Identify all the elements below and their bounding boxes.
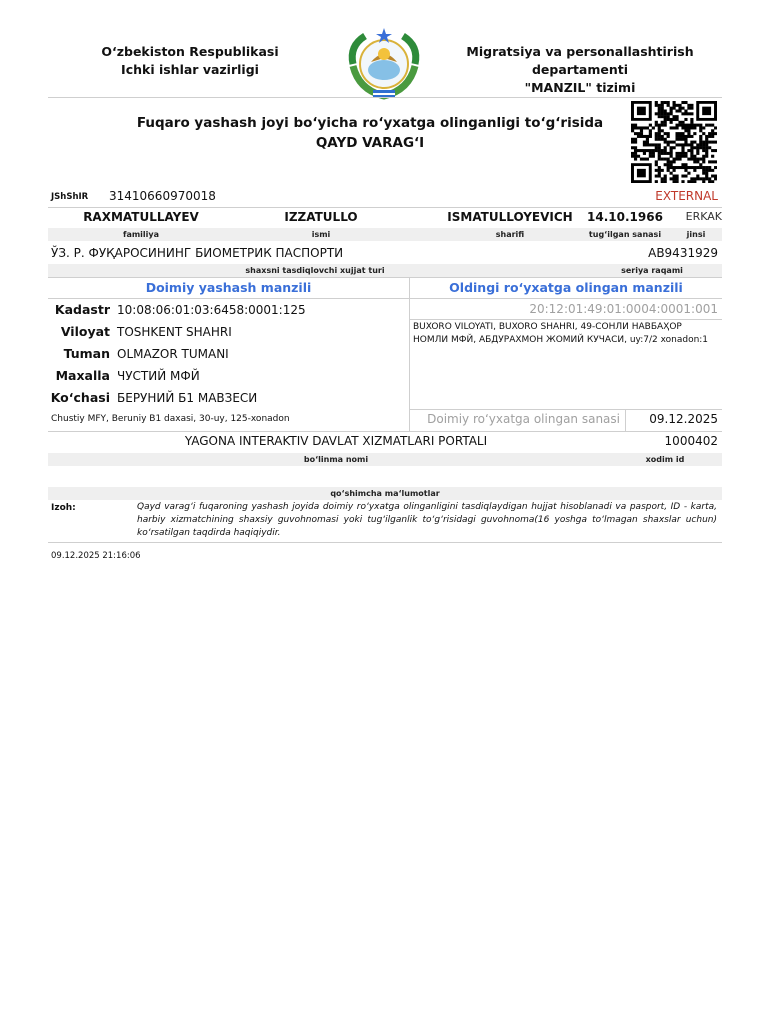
address-heading-divider (48, 298, 722, 299)
registration-date-label: Doimiy ro‘yxatga olingan sanasi (427, 412, 620, 426)
permanent-row-value: 10:08:06:01:03:6458:0001:125 (117, 303, 306, 317)
permanent-row-label: Ko‘chasi (50, 390, 110, 405)
extra-info-heading: qo‘shimcha ma‘lumotlar (330, 489, 440, 498)
full-address-value: Chustiy MFY, Beruniy B1 daxasi, 30-uy, 125-xonadon (51, 414, 290, 424)
date-cell-divider (625, 409, 626, 432)
document-type-value: ЎЗ. Р. ФУҚАРОСИНИНГ БИОМЕТРИК ПАСПОРТИ (51, 246, 344, 260)
permanent-row-value: OLMAZOR TUMANI (117, 347, 229, 361)
note-label: Izoh: (51, 503, 76, 513)
surname-value: RAXMATULLAYEV (83, 210, 199, 224)
header-divider (48, 97, 722, 98)
patronymic-value: ISMATULLOYEVICH (447, 210, 573, 224)
pinfl-label: JShShIR (51, 192, 89, 202)
permanent-row-value: БЕРУНИЙ Б1 МАВЗЕСИ (117, 391, 258, 405)
address-bottom-divider (48, 431, 722, 432)
source-badge: EXTERNAL (655, 189, 718, 203)
qr-code-icon (631, 101, 717, 183)
permanent-row-value: TOSHKENT SHAHRI (117, 325, 232, 339)
previous-address-heading: Oldingi ro‘yxatga olingan manzili (449, 280, 683, 295)
department-name (432, 43, 728, 97)
document-number-label: seriya raqami (621, 266, 683, 275)
note-bottom-divider (48, 542, 722, 543)
ministry-line1: O‘zbekiston Respublikasi (101, 44, 279, 59)
date-row-top-divider (410, 409, 722, 410)
employee-id-value: 1000402 (664, 434, 718, 448)
previous-cadastre-value: 20:12:01:49:01:0004:0001:001 (529, 302, 718, 316)
ministry-line2: Ichki ishlar vazirligi (121, 62, 259, 77)
registration-date-value: 09.12.2025 (649, 412, 718, 426)
previous-cadastre-divider (410, 319, 722, 320)
print-timestamp: 09.12.2025 21:16:06 (51, 551, 141, 561)
patronymic-label: sharifi (495, 230, 525, 239)
permanent-row-label: Kadastr (54, 302, 110, 317)
surname-label: familiya (122, 230, 160, 239)
document-number-value: AB9431929 (648, 246, 718, 260)
note-text: Qayd varag‘i fuqaroning yashash joyida doimiy ro‘yxatga olinganligini tasdiqlaydigan hujjat hisoblanadi va pasport, ID - karta, harbiy xizmatchining shaxsiy guvohnomasi yoki tug‘ilganlik to‘g‘risidagi guvohnoma(16 yoshga to‘lmagan shaxslar uchun) ko‘rsatilgan taqdirda haqiqiydir. (137, 502, 717, 538)
permanent-row-label: Viloyat (60, 324, 110, 339)
permanent-address-heading: Doimiy yashash manzili (145, 280, 312, 295)
pinfl-value: 31410660970018 (109, 189, 216, 203)
permanent-row-value: ЧУСТИЙ МФЙ (117, 369, 200, 383)
title-line2: QAYD VARAG‘I (315, 135, 425, 151)
employee-id-label: xodim id (645, 455, 685, 464)
permanent-row-label: Maxalla (55, 368, 110, 383)
previous-address-text: BUXORO VILOYATI, BUXORO SHAHRI, 49-СОНЛИ НАВБАҲОР НОМЛИ МФЙ, АБДУРАХМОН ЖОМИЙ КУЧАСИ, uy:7/2 xonadon:1 (413, 322, 709, 345)
name-label: ismi (311, 230, 331, 239)
unit-name-label: bo‘linma nomi (303, 455, 369, 464)
unit-name-value: YAGONA INTERAKTIV DAVLAT XIZMATLARI PORTALI (184, 434, 488, 448)
document-title (120, 113, 620, 153)
pinfl-divider (48, 207, 722, 208)
gender-label: jinsi (686, 230, 706, 239)
birth-date-label: tug‘ilgan sanasi (588, 230, 662, 239)
birth-date-value: 14.10.1966 (587, 210, 663, 224)
state-emblem-icon (343, 24, 425, 100)
document-type-label: shaxsni tasdiqlovchi xujjat turi (245, 266, 385, 275)
department-line1: Migratsiya va personallashtirish departamenti (466, 44, 694, 77)
gender-value: ERKAK (685, 210, 722, 223)
address-top-divider (48, 277, 722, 278)
name-value: IZZATULLO (284, 210, 358, 224)
ministry-name (90, 43, 290, 79)
system-name: "MANZIL" tizimi (524, 80, 636, 95)
permanent-row-label: Tuman (63, 346, 110, 361)
title-line1: Fuqaro yashash joyi bo‘yicha ro‘yxatga olinganligi to‘g‘risida (136, 115, 604, 131)
